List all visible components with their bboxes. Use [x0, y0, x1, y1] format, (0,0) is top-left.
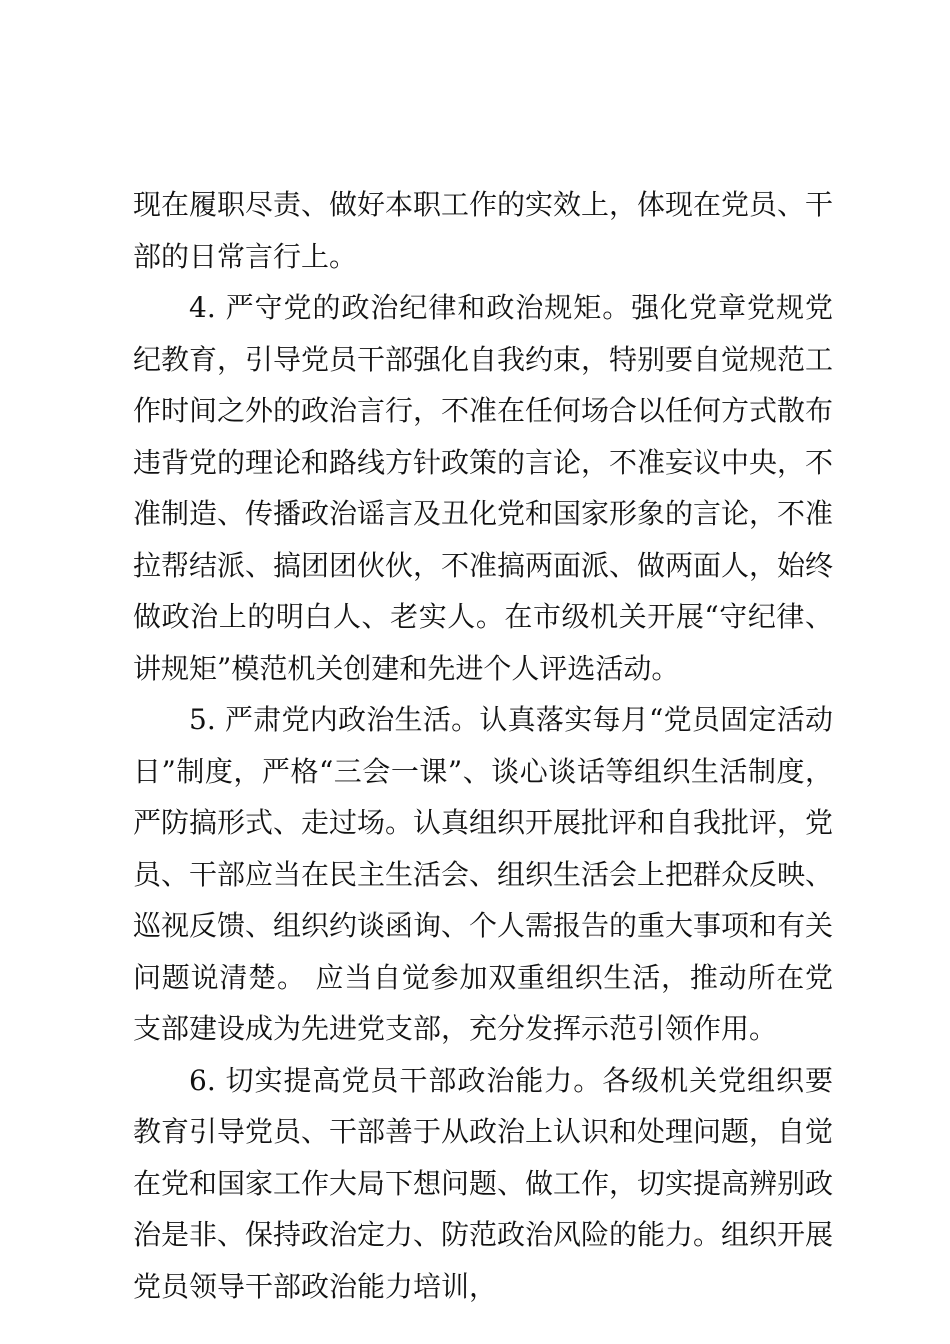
paragraph-continuation: 现在履职尽责、做好本职工作的实效上，体现在党员、干部的日常言行上。	[133, 188, 834, 273]
document-body	[133, 179, 833, 1312]
paragraph-item-5: 5. 严肃党内政治生活。认真落实每月“党员固定活动日”制度，严格“三会一课”、谈心谈话等组织生活制度，严防搞形式、走过场。认真组织开展批评和自我批评，党员、干部应当在民主生活会、组织生活会上把群众反映、巡视反馈、组织约谈函询、个人需报告的重大事项和有关问题说清楚。 应当自觉参加双重组织生活，推动所在党支部建设成为先进党支部，充分发挥示范引领作用。	[133, 703, 834, 1045]
paragraph-item-4: 4. 严守党的政治纪律和政治规矩。强化党章党规党纪教育，引导党员干部强化自我约束，特别要自觉规范工作时间之外的政治言行，不准在任何场合以任何方式散布违背党的理论和路线方针政策的言论，不准妄议中央，不准制造、传播政治谣言及丑化党和国家形象的言论，不准拉帮结派、搞团团伙伙，不准搞两面派、做两面人，始终做政治上的明白人、老实人。在市级机关开展“守纪律、讲规矩”模范机关创建和先进个人评选活动。	[133, 291, 834, 685]
paragraph-item-6: 6. 切实提高党员干部政治能力。各级机关党组织要教育引导党员、干部善于从政治上认识和处理问题，自觉在党和国家工作大局下想问题、做工作，切实提高辨别政治是非、保持政治定力、防范政治风险的能力。组织开展党员领导干部政治能力培训，	[133, 1063, 834, 1303]
